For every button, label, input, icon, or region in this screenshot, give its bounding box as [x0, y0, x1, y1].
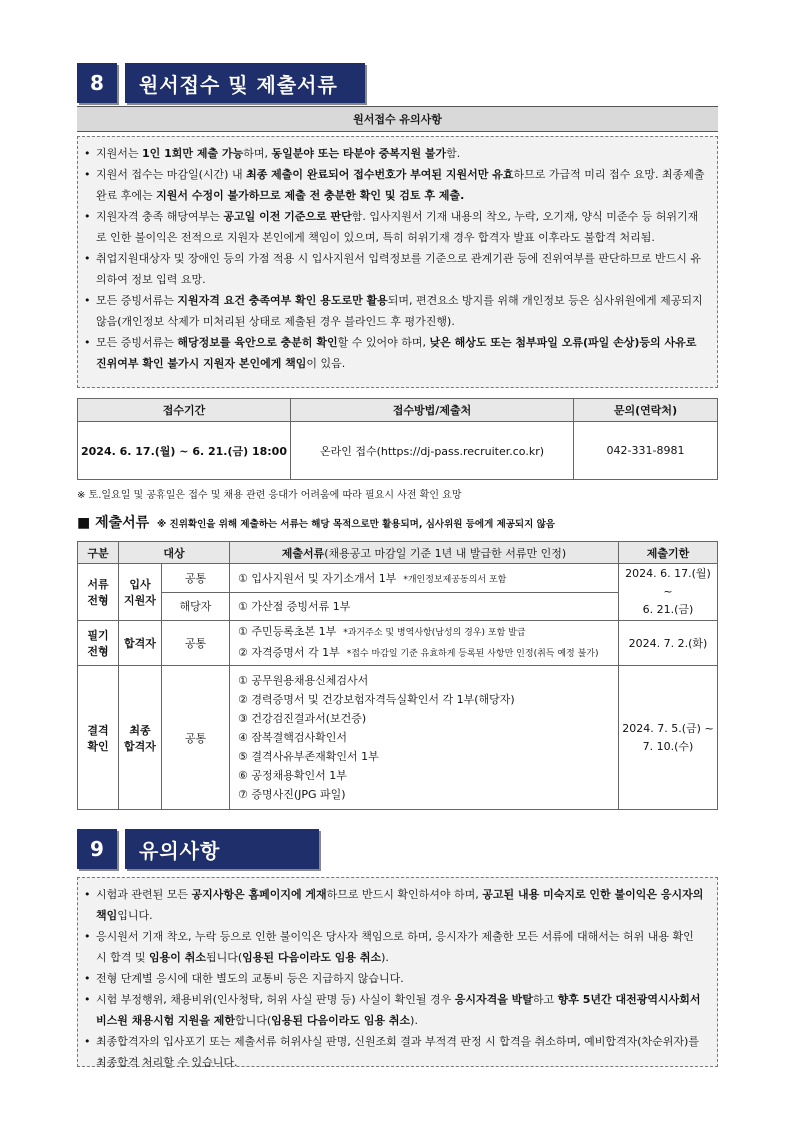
- doc-application: ① 입사지원서 및 자기소개서 1부 *개인정보제공동의서 포함: [229, 564, 618, 593]
- final-doc-item: ⑥ 공정채용확인서 1부: [237, 769, 347, 782]
- doc-written-list: ① 주민등록초본 1부 *과거주소 및 병역사항(남성의 경우) 포함 발급 ② 자격증명서 각 1부 *접수 마감일 기준 유효하게 등록된 사항만 인정(취득 예정 불가): [229, 621, 618, 666]
- note-item: • 지원서 접수는 마감일(시간) 내 최종 제출이 완료되어 접수번호가 부여된 지원서만 유효하므로 가급적 미리 접수 요망. 최종제출 완료 후에는 지원서 수정이 불가하므로 제출 전 충분한 확인 및 검토 후 제출.: [84, 164, 707, 206]
- docs-header-documents: 제출서류(채용공고 마감일 기준 1년 내 발급한 서류만 인정): [229, 542, 618, 564]
- final-doc-item: ③ 건강검진결과서(보건증): [237, 712, 367, 725]
- doc-final-list: [229, 666, 618, 810]
- stage-final: 결격 확인: [78, 666, 119, 810]
- note-item: • 취업지원대상자 및 장애인 등의 가점 적용 시 입사지원서 입력정보를 기준으로 관계기관 등에 진위여부를 판단하므로 반드시 유의하여 정보 입력 요망.: [84, 248, 707, 290]
- note-item: • 전형 단계별 응시에 대한 별도의 교통비 등은 지급하지 않습니다.: [84, 968, 707, 989]
- deadline-written: 2024. 7. 2.(화): [618, 621, 717, 666]
- scope-common: 공통: [162, 564, 230, 593]
- section-number: 9: [77, 829, 117, 869]
- doc-bonus-points: ① 가산점 증빙서류 1부: [229, 592, 618, 621]
- stage-written: 필기 전형: [78, 621, 119, 666]
- precautions-box: [77, 877, 718, 1067]
- application-notes-box: [77, 136, 718, 388]
- receipt-footnote: ※ 토.일요일 및 공휴일은 접수 및 채용 관련 응대가 어려움에 따라 필요시 사전 확인 요망: [77, 490, 462, 501]
- stage-document: 서류 전형: [78, 564, 119, 621]
- stage-written-target: 합격자: [119, 621, 162, 666]
- precautions-list: [84, 884, 707, 1073]
- final-doc-item: ④ 잠복결핵검사확인서: [237, 731, 347, 744]
- receipt-header-method: 접수방법/제출처: [291, 399, 574, 422]
- docs-header-type: 구분: [78, 542, 119, 564]
- note-item: • 응시원서 기재 착오, 누락 등으로 인한 불이익은 당사자 책임으로 하며, 응시자가 제출한 모든 서류에 대해서는 허위 내용 확인 시 합격 및 임용이 취소됩니다(임용된 다음이라도 임용 취소).: [84, 926, 707, 968]
- deadline-document: 2024. 6. 17.(월) ~ 6. 21.(금): [618, 564, 717, 621]
- documents-table: [77, 541, 718, 810]
- section-title: 원서접수 및 제출서류: [125, 63, 365, 103]
- deadline-final: 2024. 7. 5.(금) ~ 7. 10.(수): [618, 666, 717, 810]
- docs-heading-note: ※ 진위확인을 위해 제출하는 서류는 해당 목적으로만 활용되며, 심사위원 등에게 제공되지 않음: [157, 519, 555, 530]
- receipt-table: [77, 398, 718, 480]
- scope-applicable: 해당자: [162, 592, 230, 621]
- final-doc-item: ② 경력증명서 및 건강보험자격득실확인서 각 1부(해당자): [237, 693, 515, 706]
- note-item: • 모든 증빙서류는 해당정보를 육안으로 충분히 확인할 수 있어야 하며, 낮은 해상도 또는 첨부파일 오류(파일 손상)등의 사유로 진위여부 확인 불가시 지원자 본인에게 책임이 있음.: [84, 332, 707, 374]
- note-item: • 시험과 관련된 모든 공지사항은 홈페이지에 게재하므로 반드시 확인하셔야 하며, 공고된 내용 미숙지로 인한 불이익은 응시자의 책임입니다.: [84, 884, 707, 926]
- docs-header-deadline: 제출기한: [618, 542, 717, 564]
- docs-heading: ■ 제출서류: [77, 515, 150, 531]
- final-doc-item: ⑤ 결격사유부존재확인서 1부: [237, 750, 379, 763]
- receipt-contact: 042-331-8981: [574, 422, 718, 480]
- note-item: • 최종합격자의 입사포기 또는 제출서류 허위사실 판명, 신원조회 결과 부적격 판정 시 합격을 취소하며, 예비합격자(차순위자)를 최종합격 처리할 수 있습니다.: [84, 1031, 707, 1073]
- section-number: 8: [77, 63, 117, 103]
- receipt-header-contact: 문의(연락처): [574, 399, 718, 422]
- receipt-period: 2024. 6. 17.(월) ~ 6. 21.(금) 18:00: [78, 422, 291, 480]
- receipt-header-period: 접수기간: [78, 399, 291, 422]
- note-item: • 지원자격 충족 해당여부는 공고일 이전 기준으로 판단함. 입사지원서 기재 내용의 착오, 누락, 오기재, 양식 미준수 등 허위기재로 인한 불이익은 전적으로 지원자 본인에게 책임이 있으며, 특히 허위기재 경우 합격자 발표 이후라도 불합격 처리됨.: [84, 206, 707, 248]
- stage-document-target: 입사 지원자: [119, 564, 162, 621]
- final-doc-item: ⑦ 증명사진(JPG 파일): [237, 788, 346, 801]
- docs-header-target: 대상: [119, 542, 230, 564]
- scope-final: 공통: [162, 666, 230, 810]
- note-item: • 시험 부정행위, 채용비위(인사청탁, 허위 사실 판명 등) 사실이 확인될 경우 응시자격을 박탈하고 향후 5년간 대전광역시사회서비스원 채용시험 지원을 제한합니다(임용된 다음이라도 임용 취소).: [84, 989, 707, 1031]
- receipt-method: 온라인 접수(https://dj-pass.recruiter.co.kr): [291, 422, 574, 480]
- application-notes-list: [84, 143, 707, 374]
- note-item: • 모든 증빙서류는 지원자격 요건 충족여부 확인 용도로만 활용되며, 편견요소 방지를 위해 개인정보 등은 심사위원에게 제공되지 않음(개인정보 삭제가 미처리된 상태로 제출된 경우 블라인드 후 평가진행).: [84, 290, 707, 332]
- note-item: • 지원서는 1인 1회만 제출 가능하며, 동일분야 또는 타분야 중복지원 불가함.: [84, 143, 707, 164]
- notes-banner: 원서접수 유의사항: [77, 106, 718, 132]
- scope-written: 공통: [162, 621, 230, 666]
- stage-final-target: 최종 합격자: [119, 666, 162, 810]
- section-title: 유의사항: [125, 829, 319, 869]
- final-doc-item: ① 공무원용채용신체검사서: [237, 674, 369, 687]
